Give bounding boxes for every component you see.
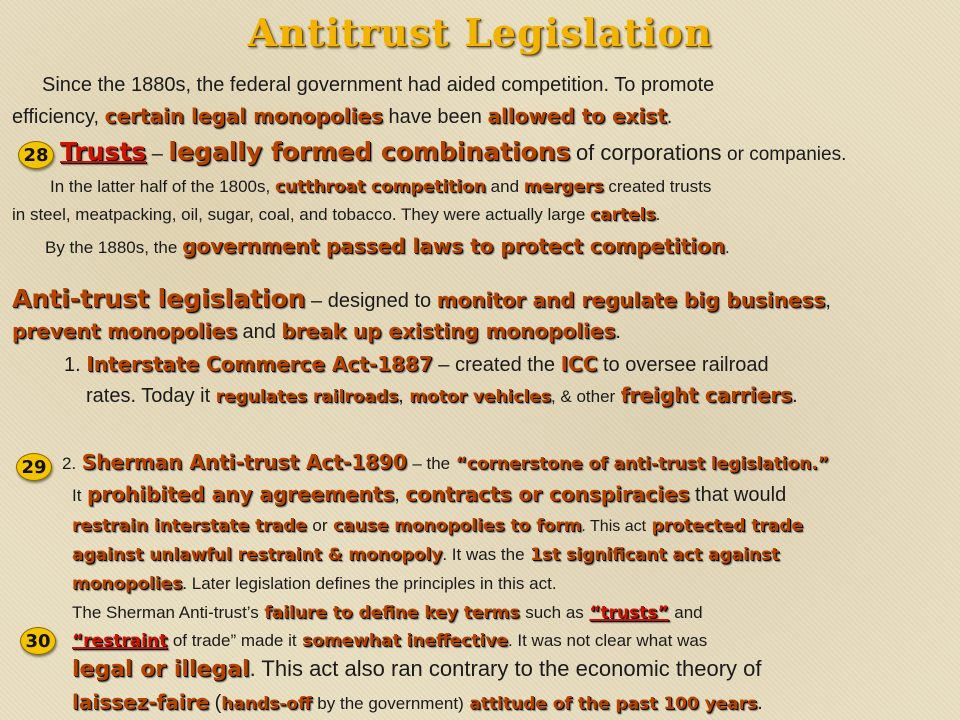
trusts-line-4 [45, 236, 730, 256]
text: . This act [581, 518, 647, 535]
text: , [394, 484, 400, 506]
intro-line-2 [12, 106, 672, 127]
text: In the latter half of the 1800s, [50, 177, 271, 196]
highlight: legal or illegal [72, 657, 250, 682]
text: It [72, 486, 82, 505]
icc-line-2 [86, 385, 798, 406]
text: – created the [438, 354, 556, 376]
highlight: cause monopolies to form [333, 516, 582, 536]
highlight: ICC [560, 352, 598, 376]
highlight: contracts or conspiracies [405, 482, 690, 506]
highlight: motor vehicles [409, 387, 551, 407]
text: . It was the [442, 545, 525, 564]
text: created trusts [608, 177, 712, 196]
highlight: hands-off [221, 694, 312, 714]
text: rates. Today it [86, 385, 211, 407]
sherman-line-2 [72, 484, 786, 505]
highlight: allowed to exist [487, 104, 667, 128]
sherman-line-5 [72, 573, 557, 593]
highlight: regulates railroads [215, 387, 399, 407]
highlight: prevent monopolies [12, 319, 237, 343]
text: that would [695, 484, 787, 506]
intro-line-1 [42, 75, 714, 95]
text: . [666, 106, 673, 128]
text: in steel, meatpacking, oil, sugar, coal, and tobacco. They were actually large [12, 205, 586, 224]
trusts-term: Trusts [60, 137, 147, 166]
highlight: “restraint [72, 631, 168, 651]
text: have been [388, 106, 482, 128]
highlight: monopolies [72, 574, 183, 594]
antitrust-line-1 [12, 286, 831, 311]
trusts-line-2 [50, 178, 711, 196]
sherman-line-1 [62, 452, 829, 473]
text: and [490, 177, 520, 196]
trusts-line-3 [12, 206, 660, 224]
icc-line-1 [64, 354, 769, 375]
sherman-line-4 [72, 544, 779, 564]
highlight: failure to define key terms [264, 603, 520, 623]
highlight: against unlawful restraint & monopoly [72, 545, 443, 565]
text: . [655, 205, 661, 224]
highlight: mergers [523, 177, 604, 197]
antitrust-term: Anti-trust legislation [12, 284, 306, 313]
text: to oversee railroad [602, 354, 769, 376]
highlight: 1st significant act against [530, 545, 780, 565]
text: . [724, 238, 730, 257]
highlight: laissez-faire [72, 690, 210, 714]
antitrust-line-2 [12, 321, 621, 342]
text: , [825, 290, 831, 312]
text: . Later legislation defines the principles in this act. [182, 574, 557, 593]
text: such as [525, 603, 584, 622]
sherman-line-9 [72, 692, 763, 713]
highlight: cutthroat competition [274, 177, 486, 197]
text: or companies. [727, 144, 847, 165]
slide-title: Antitrust Legislation [247, 10, 713, 55]
highlight: attitude of the past 100 years [469, 694, 758, 714]
highlight: restrain interstate trade [72, 516, 307, 536]
sherman-line-3 [72, 515, 803, 535]
sherman-line-8 [72, 658, 762, 681]
highlight: somewhat ineffective [302, 631, 508, 651]
highlight: break up existing monopolies [281, 319, 616, 343]
text: and [674, 603, 703, 622]
text: . [615, 321, 621, 343]
text: 1. [64, 354, 81, 376]
highlight: cartels [590, 205, 656, 225]
highlight: protected trade [651, 516, 803, 536]
highlight: freight carriers [620, 383, 793, 407]
trusts-definition-line [60, 139, 846, 164]
text: of trade” made it [172, 631, 297, 650]
text: , [398, 385, 404, 407]
text: – [151, 143, 163, 165]
highlight: monitor and regulate big business [436, 288, 826, 312]
text: by the government) [317, 694, 464, 713]
text: . [792, 385, 798, 407]
text: . [757, 692, 763, 714]
text: Since the 1880s, the federal government had aided competition. To promote [42, 74, 715, 96]
highlight: government passed laws to protect competition [182, 234, 725, 258]
highlight: Interstate Commerce Act-1887 [86, 352, 433, 376]
badge-29: 29 [16, 453, 52, 481]
text: ( [214, 692, 222, 714]
text: 2. [62, 454, 77, 473]
text: By the 1880s, the [45, 238, 178, 257]
sherman-line-6 [72, 602, 703, 622]
highlight: “cornerstone of anti-trust legislation.” [455, 454, 829, 474]
text: , & other [550, 387, 616, 406]
text: or [312, 516, 328, 535]
highlight: certain legal monopolies [104, 104, 383, 128]
text: The Sherman Anti-trust’s [72, 603, 259, 622]
text: and [242, 321, 276, 343]
sherman-line-7 [72, 630, 707, 650]
text: efficiency, [12, 106, 100, 128]
highlight: prohibited any agreements [87, 482, 395, 506]
text: . It was not clear what was [507, 631, 708, 650]
text: . This act also ran contrary to the economic theory of [249, 656, 762, 681]
text: – the [412, 454, 451, 473]
highlight: Sherman Anti-trust Act-1890 [81, 450, 407, 474]
highlight: “trusts” [589, 603, 669, 623]
highlight: legally formed combinations [168, 137, 571, 166]
text: – designed to [311, 290, 432, 312]
badge-30: 30 [20, 627, 56, 655]
badge-28: 28 [18, 141, 54, 169]
text: of corporations [575, 140, 722, 165]
